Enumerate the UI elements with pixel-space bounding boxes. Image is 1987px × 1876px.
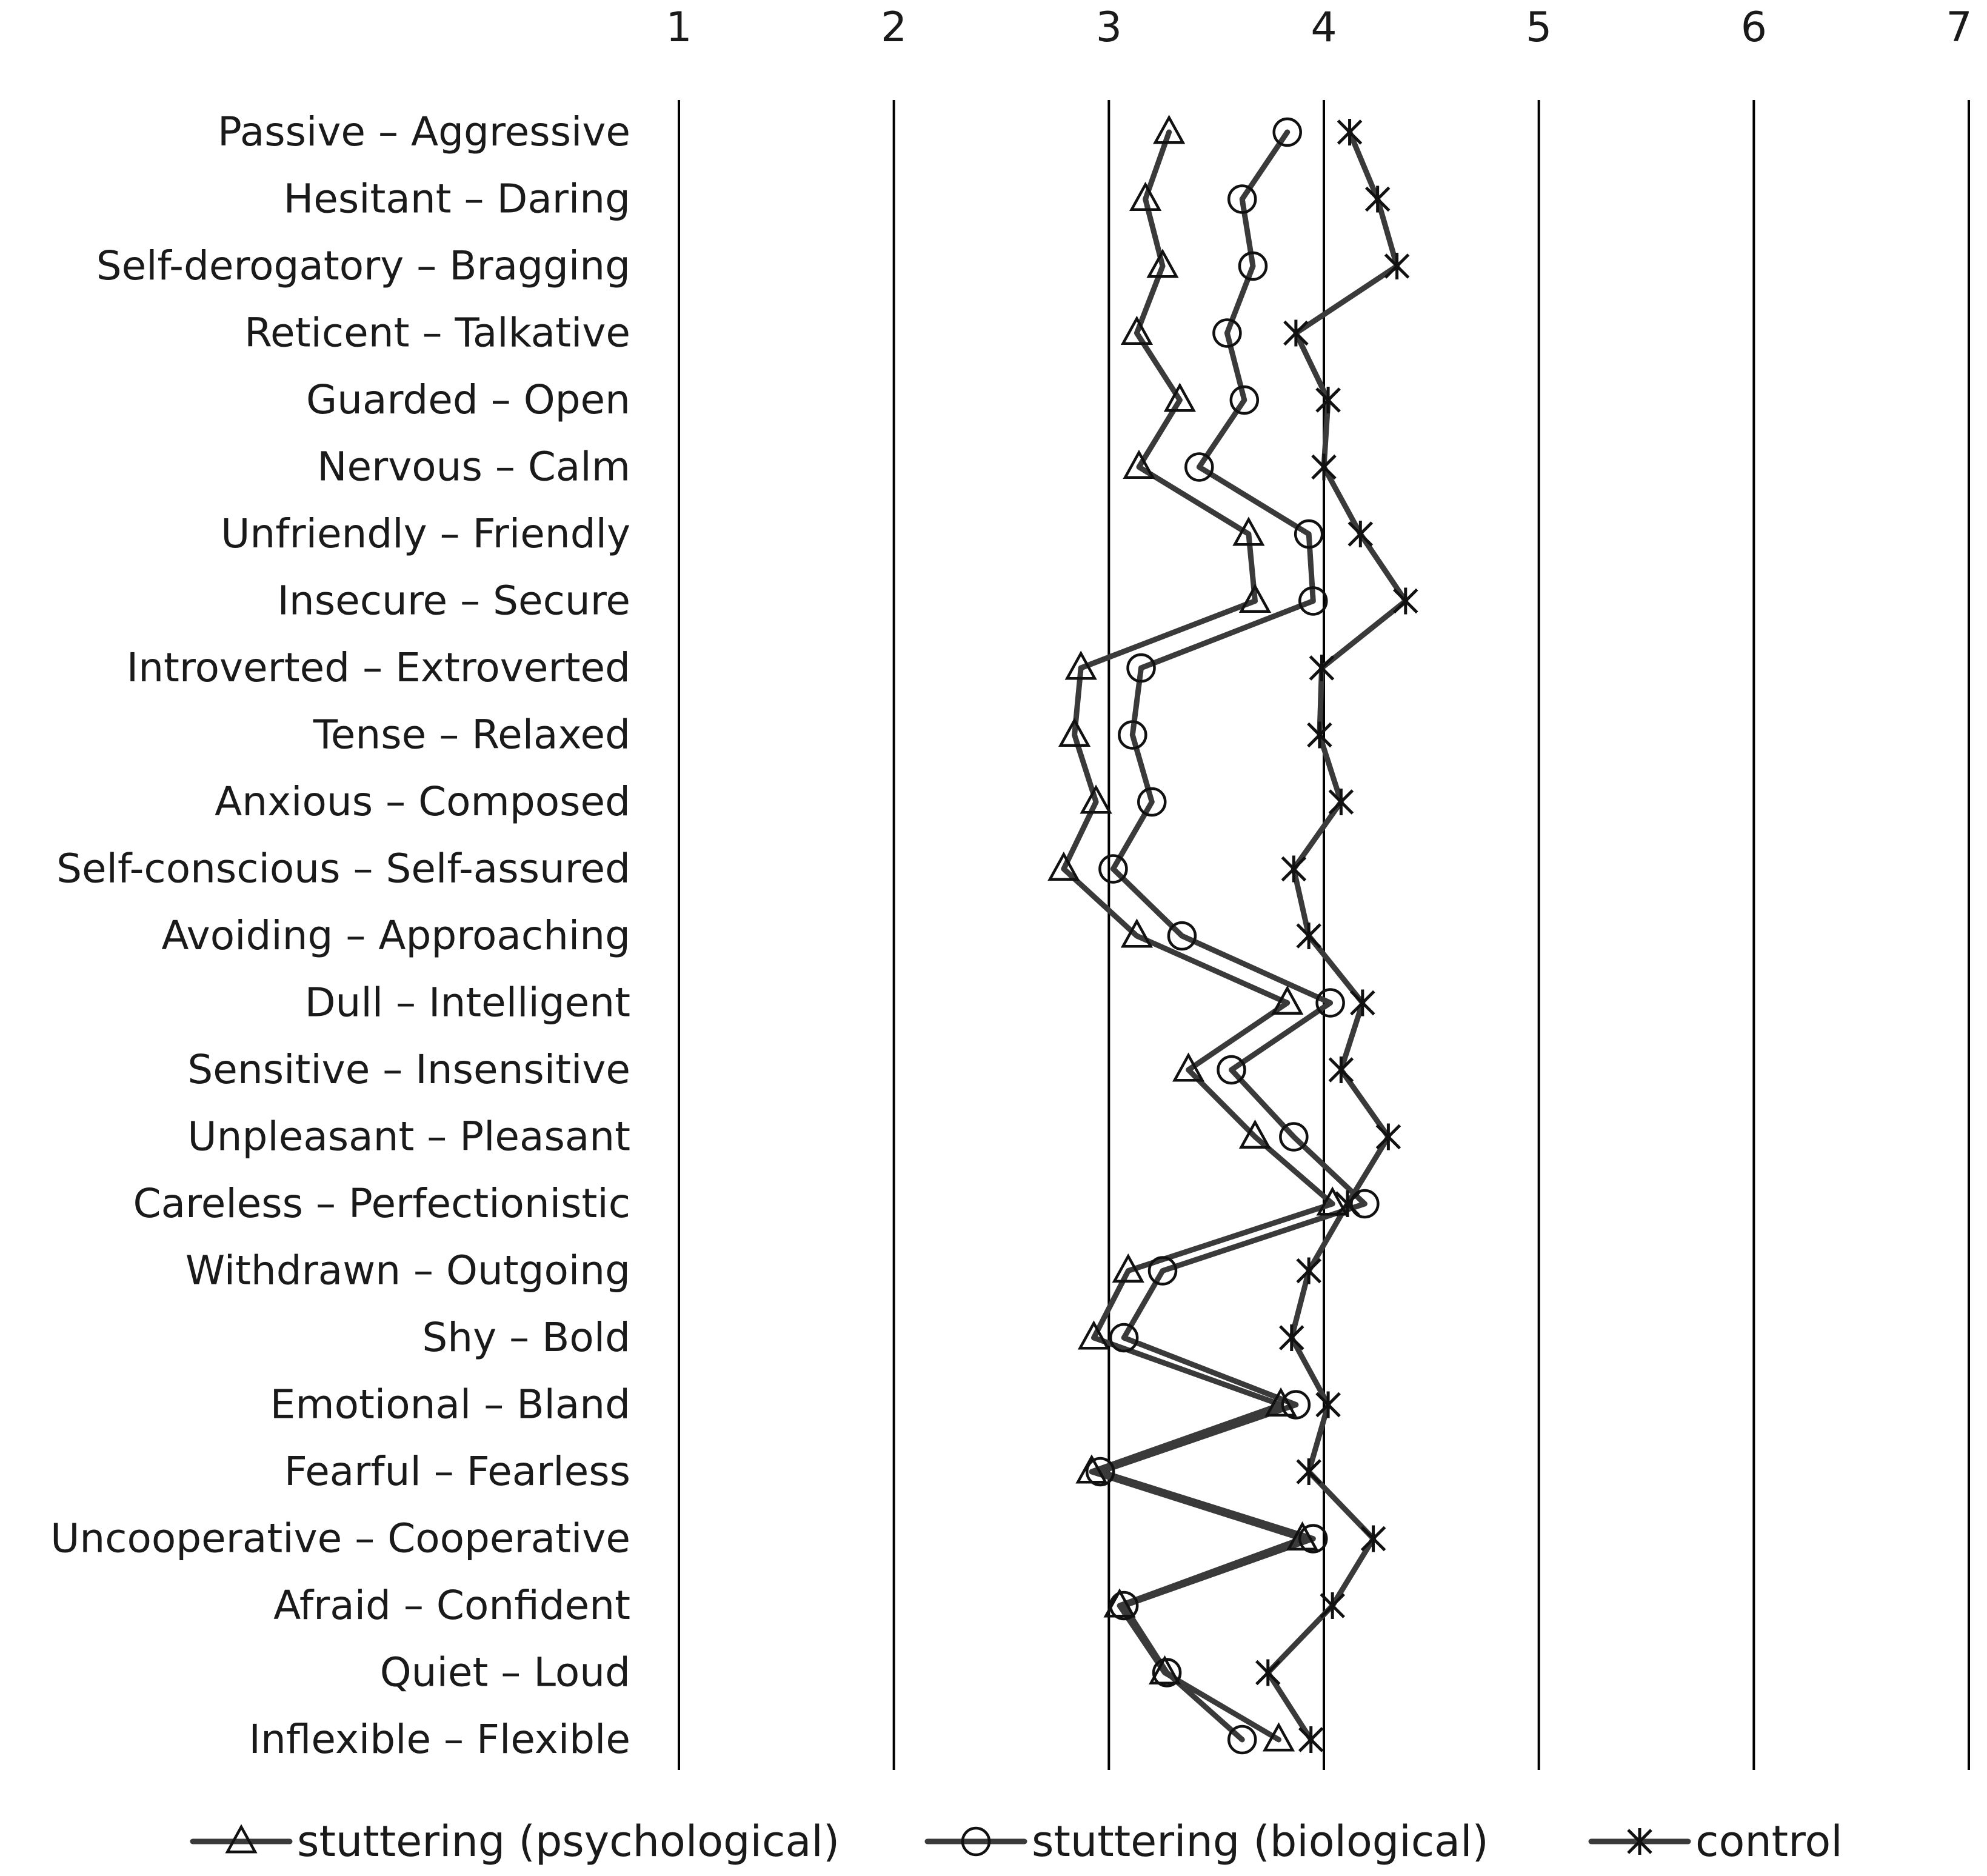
x-tick-label: 4 <box>1311 4 1337 52</box>
asterisk-marker <box>1386 253 1409 279</box>
asterisk-marker <box>1308 722 1331 749</box>
series-line-triangle <box>1064 132 1332 1740</box>
x-tick-label: 5 <box>1526 4 1552 52</box>
asterisk-marker <box>1329 789 1352 815</box>
legend-label: stuttering (biological) <box>1032 1817 1489 1866</box>
x-tick-label: 2 <box>881 4 907 52</box>
row-label: Uncooperative – Cooperative <box>50 1515 630 1562</box>
asterisk-marker <box>1312 454 1335 481</box>
asterisk-marker <box>1329 1057 1352 1083</box>
legend-item <box>193 1817 840 1866</box>
row-label: Hesitant – Daring <box>283 175 630 222</box>
vertical-gridlines <box>679 100 1969 1770</box>
series-line-asterisk <box>1268 132 1406 1740</box>
series-lines <box>1064 132 1406 1740</box>
row-label: Anxious – Composed <box>215 778 630 825</box>
row-label: Avoiding – Approaching <box>161 912 630 959</box>
asterisk-marker <box>1317 387 1340 413</box>
x-tick-label: 1 <box>666 4 692 52</box>
asterisk-marker <box>1362 1526 1385 1552</box>
x-tick-label: 7 <box>1946 4 1972 52</box>
row-label: Unpleasant – Pleasant <box>187 1113 630 1160</box>
legend <box>193 1817 1843 1866</box>
legend-label: control <box>1695 1817 1843 1866</box>
x-axis-tick-labels <box>666 4 1972 52</box>
row-labels <box>50 108 630 1763</box>
row-label: Sensitive – Insensitive <box>187 1046 630 1093</box>
row-label: Nervous – Calm <box>317 443 630 490</box>
row-label: Careless – Perfectionistic <box>133 1180 630 1227</box>
asterisk-marker <box>1394 588 1417 615</box>
row-label: Quiet – Loud <box>379 1649 630 1696</box>
asterisk-marker <box>1310 655 1333 681</box>
asterisk-marker <box>1300 1726 1323 1753</box>
asterisk-marker <box>1257 1660 1280 1686</box>
asterisk-marker <box>1297 1458 1320 1485</box>
asterisk-marker <box>1351 990 1374 1016</box>
legend-label: stuttering (psychological) <box>297 1817 840 1866</box>
row-label: Unfriendly – Friendly <box>221 510 630 557</box>
row-label: Self-derogatory – Bragging <box>96 242 630 289</box>
asterisk-marker <box>1297 1258 1320 1284</box>
row-label: Insecure – Secure <box>277 577 630 624</box>
row-label: Tense – Relaxed <box>313 711 630 758</box>
x-tick-label: 3 <box>1095 4 1122 52</box>
row-label: Self-conscious – Self-assured <box>56 845 630 892</box>
row-label: Reticent – Talkative <box>244 309 630 356</box>
row-label: Passive – Aggressive <box>217 108 630 155</box>
asterisk-marker <box>1282 856 1305 883</box>
asterisk-marker <box>1349 521 1372 547</box>
asterisk-marker <box>1317 1392 1340 1418</box>
asterisk-marker <box>1366 186 1389 213</box>
row-label: Dull – Intelligent <box>304 979 630 1026</box>
asterisk-marker <box>1284 320 1307 347</box>
asterisk-marker <box>1377 1124 1400 1150</box>
row-label: Inflexible – Flexible <box>249 1716 630 1763</box>
row-label: Guarded – Open <box>306 376 630 423</box>
legend-item <box>927 1817 1489 1866</box>
row-label: Shy – Bold <box>422 1314 630 1361</box>
x-tick-label: 6 <box>1740 4 1767 52</box>
asterisk-marker <box>1280 1324 1303 1351</box>
legend-item <box>1591 1817 1843 1866</box>
row-label: Withdrawn – Outgoing <box>185 1247 630 1294</box>
asterisk-marker <box>1297 923 1320 949</box>
row-label: Emotional – Bland <box>270 1381 630 1428</box>
row-label: Introverted – Extroverted <box>126 644 630 691</box>
asterisk-marker <box>1338 119 1361 145</box>
row-label: Afraid – Confident <box>273 1582 630 1629</box>
row-label: Fearful – Fearless <box>284 1448 630 1495</box>
